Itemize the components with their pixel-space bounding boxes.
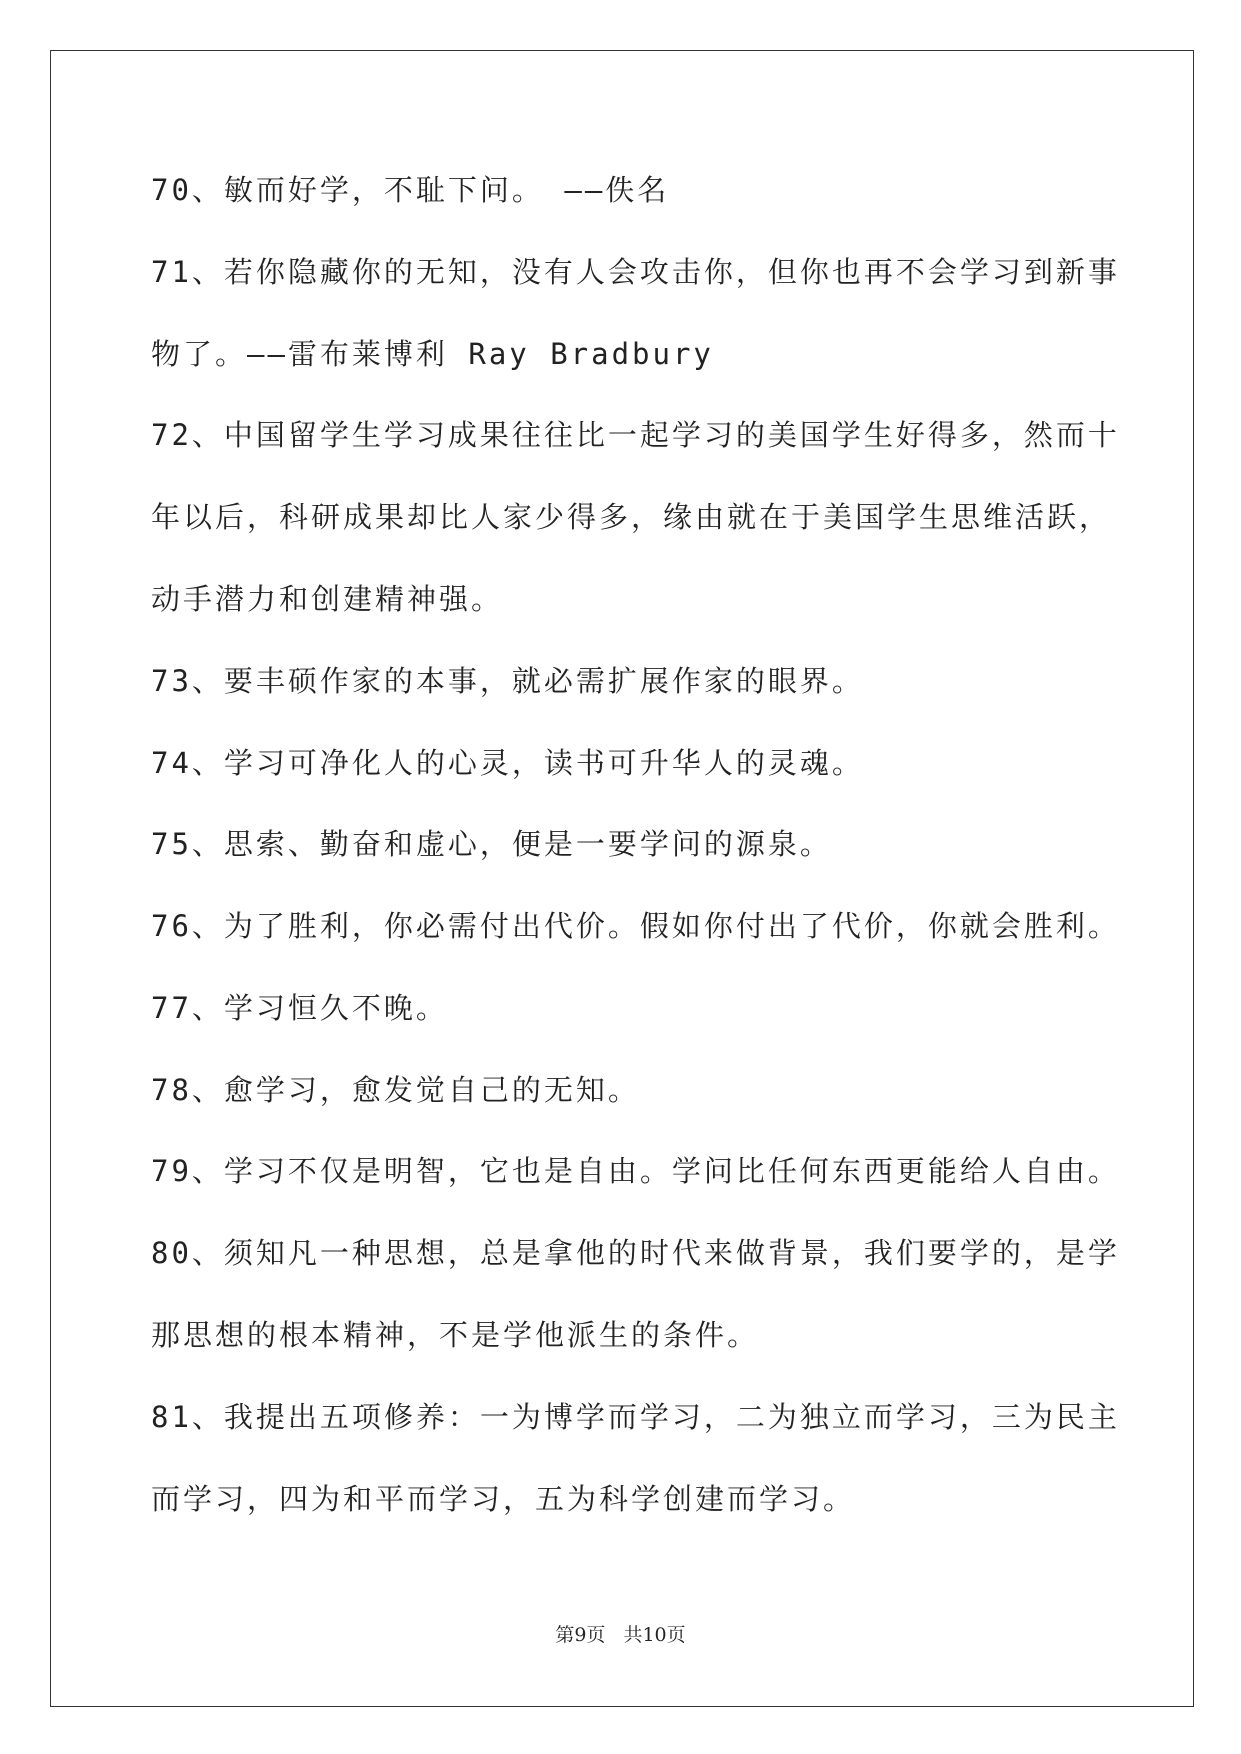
page-number: 第9页 — [555, 1624, 606, 1646]
page-border — [50, 50, 1194, 1707]
text-line: 71、若你隐藏你的无知，没有人会攻击你，但你也再不会学习到新事 — [151, 255, 1120, 289]
text-line: 70、敏而好学，不耻下问。 ——佚名 — [151, 173, 670, 207]
text-line: 74、学习可净化人的心灵，读书可升华人的灵魂。 — [151, 746, 864, 780]
text-line: 年以后，科研成果却比人家少得多，缘由就在于美国学生思维活跃， — [151, 500, 1112, 534]
text-line: 79、学习不仅是明智，它也是自由。学问比任何东西更能给人自由。 — [151, 1154, 1120, 1188]
text-line: 72、中国留学生学习成果往往比一起学习的美国学生好得多，然而十 — [151, 418, 1120, 452]
text-line: 动手潜力和创建精神强。 — [151, 582, 504, 616]
text-line: 那思想的根本精神，不是学他派生的条件。 — [151, 1318, 760, 1352]
text-line: 75、思索、勤奋和虚心，便是一要学问的源泉。 — [151, 827, 832, 861]
text-line: 77、学习恒久不晚。 — [151, 991, 448, 1025]
text-line: 而学习，四为和平而学习，五为科学创建而学习。 — [151, 1482, 856, 1516]
page-footer — [0, 1620, 1241, 1647]
text-line: 78、愈学习，愈发觉自己的无知。 — [151, 1073, 640, 1107]
text-line: 物了。——雷布莱博利 Ray Bradbury — [151, 337, 714, 371]
text-line: 80、须知凡一种思想，总是拿他的时代来做背景，我们要学的，是学 — [151, 1236, 1120, 1270]
text-line: 76、为了胜利，你必需付出代价。假如你付出了代价，你就会胜利。 — [151, 909, 1120, 943]
page-total: 共10页 — [623, 1624, 686, 1646]
text-line: 81、我提出五项修养：一为博学而学习，二为独立而学习，三为民主 — [151, 1400, 1120, 1434]
text-line: 73、要丰硕作家的本事，就必需扩展作家的眼界。 — [151, 664, 864, 698]
